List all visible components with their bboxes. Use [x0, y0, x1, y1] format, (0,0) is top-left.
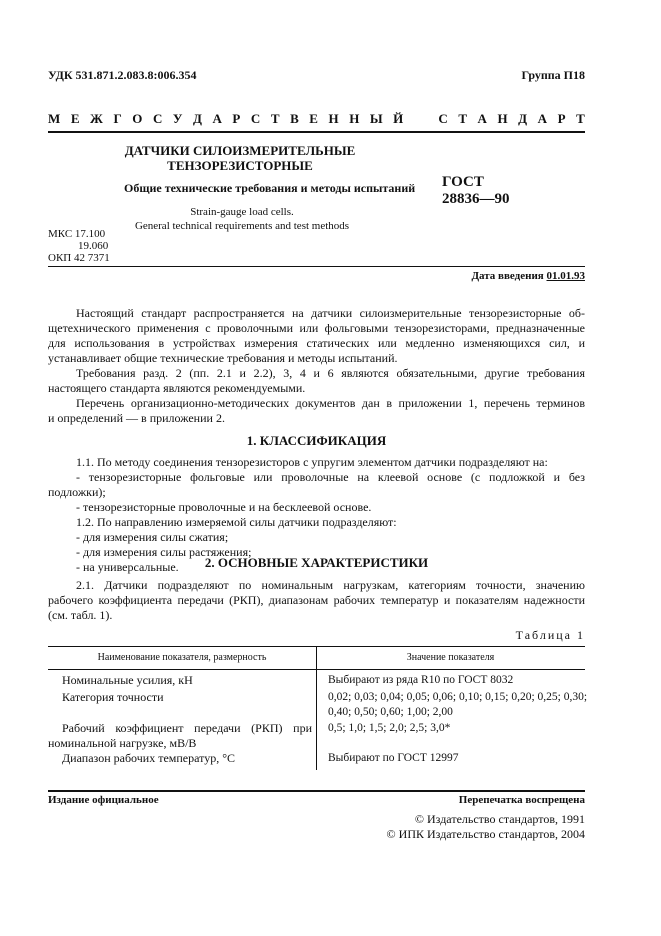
clause-text: - для измерения силы сжатия; — [76, 530, 229, 544]
gost-number: 28836—90 — [442, 191, 510, 207]
group-code: Группа П18 — [521, 68, 585, 82]
clause-text: - для измерения силы растяжения; — [76, 545, 252, 559]
clause-text: 2.1. Датчики подразделяют по номинальным нагрузкам, категориям точности, значению — [76, 578, 585, 592]
banner-letter: С — [250, 111, 261, 126]
table-row-label: Рабочий коэффициент передачи (РКП) при — [62, 721, 312, 735]
intro-date-label: Дата введения — [471, 270, 544, 282]
section-heading: 1. КЛАССИФИКАЦИЯ — [246, 433, 387, 448]
banner-letter: М — [48, 111, 61, 126]
banner-letter: Т — [458, 111, 467, 126]
section-heading: 2. ОСНОВНЫЕ ХАРАКТЕРИСТИКИ — [204, 555, 429, 570]
banner-letter: Д — [192, 111, 202, 126]
copyright-line: © ИПК Издательство стандартов, 2004 — [386, 827, 585, 841]
clause-text: (см. табл. 1). — [48, 608, 113, 622]
title-line: ТЕНЗОРЕЗИСТОРНЫЕ — [167, 158, 313, 173]
document-title — [48, 143, 432, 173]
banner-letter: У — [172, 111, 183, 126]
banner-letter: Е — [70, 111, 80, 126]
clause-text: рабочего коэффициента передачи (РКП), диапазонам рабочих температур и показателям надежности — [48, 593, 585, 607]
english-title — [112, 205, 372, 233]
clause-text: подложки); — [48, 485, 106, 499]
mks-code: МКС 17.100 — [48, 228, 106, 240]
table-row-label: Диапазон рабочих температур, °С — [62, 751, 236, 765]
footer-rule — [48, 790, 585, 792]
document-subtitle: Общие технические требования и методы испытаний — [124, 181, 416, 195]
interstate-standard-banner — [48, 111, 585, 127]
okp-code: ОКП 42 7371 — [48, 252, 110, 264]
clause-text: - тензорезисторные фольговые или проволочные на клеевой основе (с подложкой и без — [76, 470, 585, 484]
banner-letter: В — [290, 111, 299, 126]
table-row-label: Категория точности — [62, 690, 164, 704]
banner-letter: Н — [497, 111, 508, 126]
table-row-value: 0,40; 0,50; 0,60; 1,00; 2,00 — [328, 706, 453, 718]
table-row-value: Выбирают по ГОСТ 12997 — [328, 752, 459, 764]
banner-letter: Г — [113, 111, 122, 126]
intro-text-line: Требования разд. 2 (пп. 2.1 и 2.2), 3, 4 и 6 являются обязательными, другие требования — [76, 366, 585, 380]
english-title-line: Strain-gauge load cells. — [190, 206, 294, 218]
banner-letter: Р — [557, 111, 566, 126]
banner-letter: О — [132, 111, 143, 126]
copyright-line: © Издательство стандартов, 1991 — [414, 812, 585, 826]
table-column-divider — [316, 646, 317, 770]
banner-letter: Е — [309, 111, 318, 126]
table-header-cell: Наименование показателя, размерность — [97, 652, 267, 663]
mks-code: 19.060 — [78, 240, 109, 252]
copyright-block — [387, 812, 585, 842]
banner-rule — [48, 131, 585, 133]
clause-text: 1.1. По методу соединения тензорезисторов с упругим элементом датчики подразделяют на: — [76, 455, 548, 469]
udk-code: УДК 531.871.2.083.8:006.354 — [48, 68, 197, 82]
banner-letter: А — [537, 111, 548, 126]
clause-text: - тензорезисторные проволочные и на бесклеевой основе. — [76, 500, 372, 514]
banner-letter: Т — [576, 111, 585, 126]
intro-text-line: для использования в устройствах измерения статических или медленно изменяющихся сил, и — [48, 336, 585, 350]
banner-letter: С — [438, 111, 448, 126]
intro-text-line: Настоящий стандарт распространяется на датчики силоизмерительные тензорезисторные об- — [76, 306, 585, 320]
banner-letter: Д — [518, 111, 528, 126]
intro-text-line: настоящего стандарта являются рекомендуемыми. — [48, 381, 306, 395]
table-row-label: номинальной нагрузке, мВ/В — [48, 736, 197, 750]
banner-letter: А — [212, 111, 222, 126]
banner-letter: Й — [393, 111, 404, 126]
gost-label: ГОСТ — [442, 174, 484, 190]
gost-designation — [442, 174, 510, 208]
intro-date — [471, 270, 585, 282]
classification-codes — [48, 228, 110, 264]
table-row-value: Выбирают из ряда R10 по ГОСТ 8032 — [328, 674, 514, 686]
reprint-notice: Перепечатка воспрещена — [458, 794, 585, 806]
codes-rule — [48, 266, 585, 267]
clause-text: 1.2. По направлению измеряемой силы датчики подразделяют: — [76, 515, 397, 529]
table-header-cell: Значение показателя — [406, 652, 495, 663]
intro-text-line: Перечень организационно-методических документов дан в приложении 1, перечень терминов — [76, 396, 585, 410]
intro-text-line: устанавливает общие технические требования и методы испытаний. — [48, 351, 398, 365]
banner-gap — [414, 111, 428, 127]
banner-letter: Т — [270, 111, 280, 126]
official-edition: Издание официальное — [48, 794, 159, 806]
banner-letter: Н — [349, 111, 360, 126]
title-line: ДАТЧИКИ СИЛОИЗМЕРИТЕЛЬНЫЕ — [124, 143, 356, 158]
intro-text-line: и определений — в приложении 2. — [48, 411, 225, 425]
banner-letter: Р — [232, 111, 241, 126]
table-row-value: 0,5; 1,0; 1,5; 2,0; 2,5; 3,0* — [328, 722, 451, 734]
table-caption: Таблица 1 — [515, 628, 585, 642]
table-row-value: 0,02; 0,03; 0,04; 0,05; 0,06; 0,10; 0,15; 0,20; 0,25; 0,30; — [328, 691, 588, 703]
intro-text-line: щетехнического применения с проволочными или фольговыми тензорезисторами, предназначенные — [48, 321, 585, 335]
banner-letter: Ж — [90, 111, 103, 126]
banner-letter: С — [152, 111, 163, 126]
table-row-label: Номинальные усилия, кН — [62, 673, 193, 687]
clause-text: - на универсальные. — [76, 560, 179, 574]
english-title-line: General technical requirements and test methods — [134, 220, 350, 232]
banner-letter: Н — [328, 111, 339, 126]
banner-letter: Ы — [369, 111, 383, 126]
banner-letter: А — [477, 111, 487, 126]
intro-date-value: 01.01.93 — [546, 270, 585, 282]
